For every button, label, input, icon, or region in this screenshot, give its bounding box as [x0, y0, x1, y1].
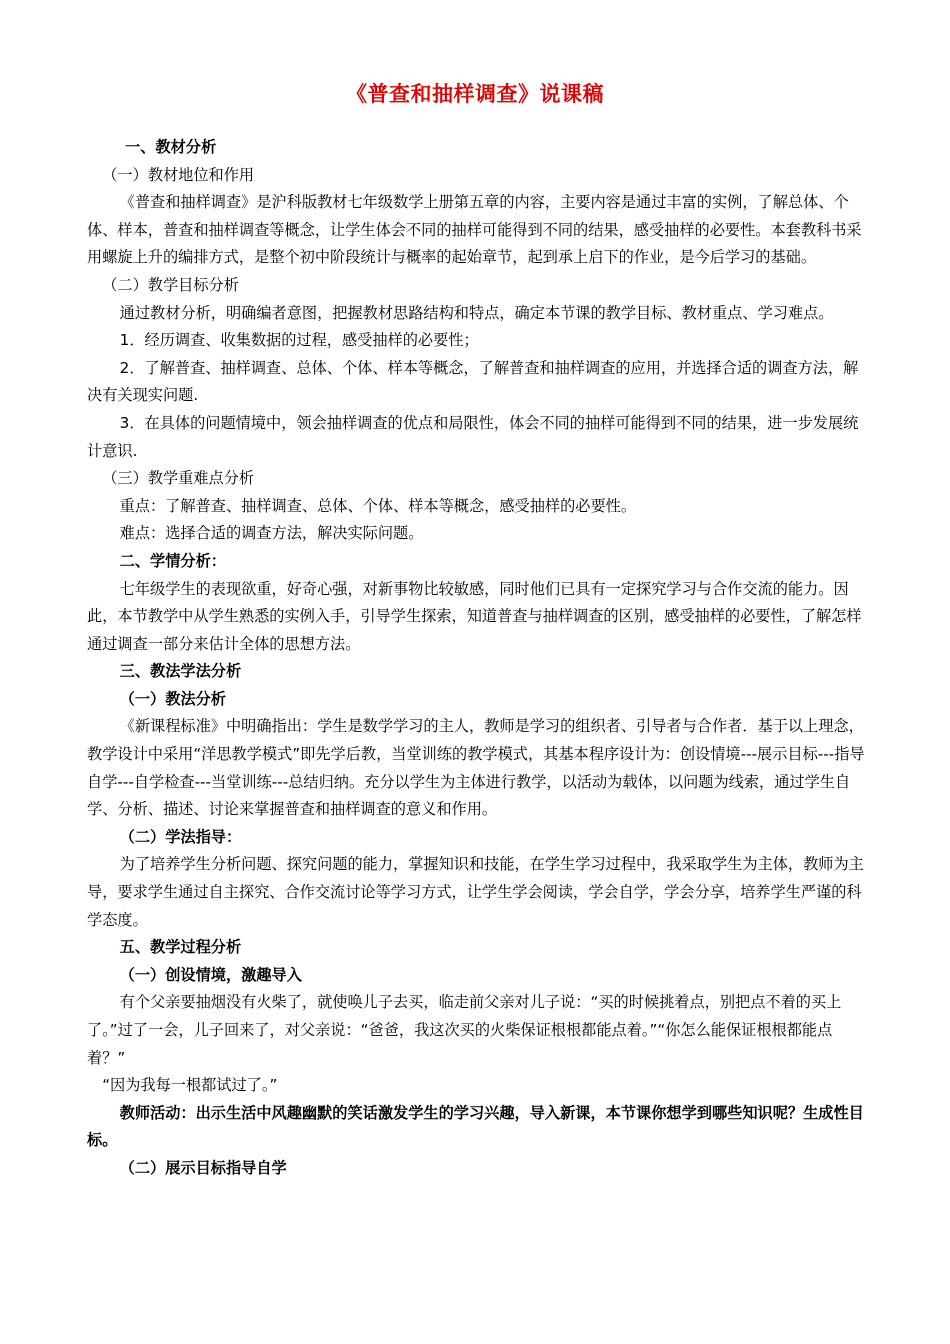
subsection-heading: （一）创设情境，激趣导入	[119, 965, 302, 984]
section-heading: 五、教学过程分析	[119, 938, 242, 957]
list-item: 3．在具体的问题情境中，领会抽样调查的优点和局限性，体会不同的抽样可能得到不同的结果，进一步发展统计意识.	[87, 413, 859, 460]
paragraph: 为了培养学生分析问题、探究问题的能力，掌握知识和技能，在学生学习过程中，我采取学生为主体，教师为主导，要求学生通过自主探究、合作交流讨论等学习方式，让学生学会阅读，学会自学，学会分享，培养学生严谨的科学态度。	[87, 855, 864, 929]
list-item: 2．了解普查、抽样调查、总体、个体、样本等概念，了解普查和抽样调查的应用，并选择合适的调查方法，解决有关现实问题.	[87, 358, 859, 405]
teacher-activity: 教师活动：出示生活中风趣幽默的笑话激发学生的学习兴趣，导入新课，本节课你想学到哪些知识呢？生成性目标。	[87, 1103, 864, 1150]
document-body	[87, 134, 867, 1183]
quote-line: “因为我每一根都试过了。”	[102, 1076, 278, 1095]
paragraph: 通过教材分析，明确编者意图，把握教材思路结构和特点，确定本节课的教学目标、教材重点、学习难点。	[119, 303, 834, 322]
paragraph: 《普查和抽样调查》是沪科版教材七年级数学上册第五章的内容，主要内容是通过丰富的实例，了解总体、个体、样本，普查和抽样调查等概念，让学生体会不同的抽样可能得到不同的结果，感受抽样的必要性。本套教科书采用螺旋上升的编排方式，是整个初中阶段统计与概率的起始章节，起到承上启下的作业，是今后学习的基础。	[87, 193, 862, 267]
paragraph: 有个父亲要抽烟没有火柴了，就使唤儿子去买，临走前父亲对儿子说：“买的时候挑着点，别把点不着的买上了。”过了一会，儿子回来了，对父亲说：“爸爸，我这次买的火柴保证根根都能点着。”“你怎么能保证根根都能点着？”	[87, 993, 842, 1067]
document-title: 《普查和抽样调查》说课稿	[346, 82, 604, 106]
subsection-heading: （三）教学重难点分析	[102, 469, 255, 488]
section-heading: 一、教材分析	[125, 138, 217, 156]
subsection-heading: （二）学法指导：	[119, 827, 242, 846]
subsection-heading: （一）教材地位和作用	[102, 165, 255, 184]
subsection-heading: （一）教法分析	[119, 689, 226, 708]
paragraph: 七年级学生的表现欲重，好奇心强，对新事物比较敏感，同时他们已具有一定探究学习与合作交流的能力。因此，本节教学中从学生熟悉的实例入手，引导学生探索，知道普查与抽样调查的区别，感受抽样的必要性，了解怎样通过调查一部分来估计全体的思想方法。	[87, 579, 862, 653]
section-heading: 二、学情分析：	[119, 551, 226, 570]
subsection-heading: （二）展示目标指导自学	[119, 1158, 287, 1177]
list-item: 1．经历调查、收集数据的过程，感受抽样的必要性；	[119, 331, 479, 350]
paragraph: 《新课程标准》中明确指出：学生是数学学习的主人，教师是学习的组织者、引导者与合作者．基于以上理念，教学设计中采用“洋思教学模式”即先学后教，当堂训练的教学模式，其基本程序设计为：创设情境---展示目标---指导自学---自学检查---当堂训练---总结归纳。充分以学生为主体进行教学，以活动为载体，以问题为线索，通过学生自学、分析、描述、讨论来掌握普查和抽样调查的意义和作用。	[87, 717, 865, 819]
section-heading: 三、教法学法分析	[119, 662, 242, 681]
subsection-heading: （二）教学目标分析	[102, 275, 239, 294]
paragraph: 重点：了解普查、抽样调查、总体、个体、样本等概念，感受抽样的必要性。	[119, 496, 637, 515]
paragraph: 难点：选择合适的调查方法，解决实际问题。	[119, 524, 424, 543]
